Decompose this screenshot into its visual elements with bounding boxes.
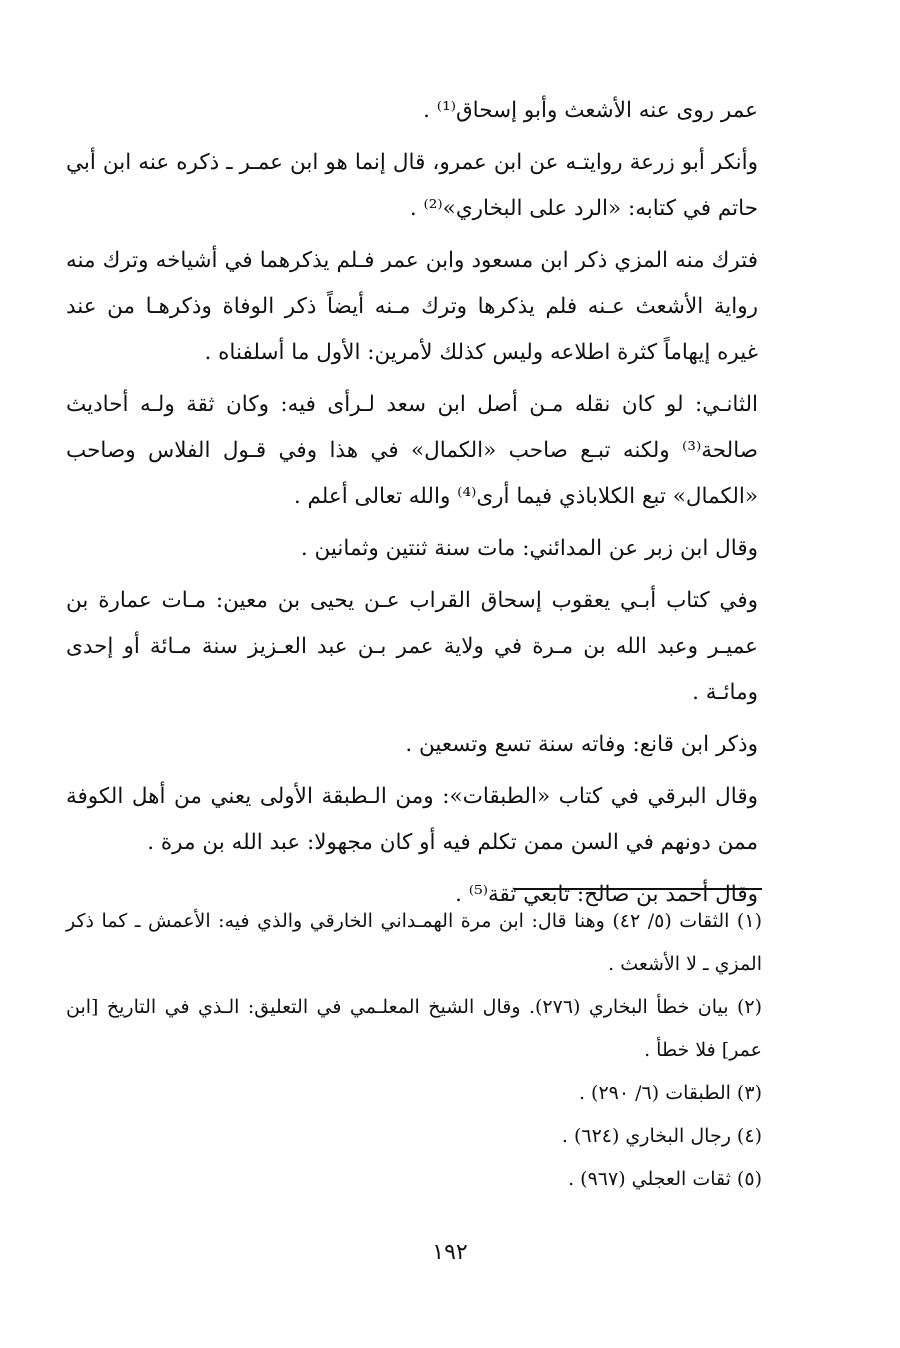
paragraph-1: عمر روى عنه الأشعث وأبو إسحاق⁽¹⁾ . xyxy=(423,98,758,123)
footnote-2: (٢) بيان خطأ البخاري (٢٧٦). وقال الشيخ المعلـمي في التعليق: الـذي في التاريخ [ابن عمر] فلا خطأ . xyxy=(66,996,762,1061)
main-text xyxy=(66,88,758,924)
footnote-4: (٤) رجال البخاري (٦٢٤) . xyxy=(561,1125,762,1147)
paragraph-4: الثانـي: لو كان نقله مـن أصل ابن سعد لـرأى فيه: وكان ثقة ولـه أحاديث صالحة⁽³⁾ ولكنه تبـع صاحب «الكمال» في هذا وفي قـول الفلاس وصاحب «الكمال» تبع الكلاباذي فيما أرى⁽⁴⁾ والله تعالى أعلم . xyxy=(66,392,758,509)
paragraph-9: وقال أحمد بن صالح: تابعي ثقة⁽⁵⁾ . xyxy=(455,882,758,907)
paragraph-6: وفي كتاب أبـي يعقوب إسحاق القراب عـن يحيى بن معين: مـات عمارة بن عميـر وعبد الله بن مـرة في ولاية عمر بـن عبد العـزيز سنة مـائة أو إحدى ومائـة . xyxy=(66,588,758,705)
paragraph-3: فترك منه المزي ذكر ابن مسعود وابن عمر فـلم يذكرهما في أشياخه وترك منه رواية الأشعث عـنه فلم يذكرها وترك مـنه أيضاً ذكر الوفاة وذكرهـا من عند غيره إيهاماً كثرة اطلاعه وليس كذلك لأمرين: الأول ما أسلفناه . xyxy=(66,248,758,365)
page-number: ١٩٢ xyxy=(432,1240,468,1265)
footnote-5: (٥) ثقات العجلي (٩٦٧) . xyxy=(568,1168,762,1190)
paragraph-2: وأنكر أبو زرعة روايتـه عن ابن عمرو، قال إنما هو ابن عمـر ـ ذكره عنه ابن أبي حاتم في كتابه: «الرد على البخاري»⁽²⁾ . xyxy=(66,150,758,221)
footnote-divider xyxy=(514,888,762,890)
footnote-3: (٣) الطبقات (٦/ ٢٩٠) . xyxy=(578,1082,762,1104)
footnote-1: (١) الثقات (٥/ ٤٢) وهنا قال: ابن مرة الهمـداني الخارقي والذي فيه: الأعمش ـ كما ذكر المزي ـ لا الأشعث . xyxy=(66,910,762,975)
paragraph-8: وقال البرقي في كتاب «الطبقات»: ومن الـطبقة الأولى يعني من أهل الكوفة ممن دونهم في السن ممن تكلم فيه أو كان مجهولا: عبد الله بن مرة . xyxy=(66,784,758,855)
footnotes xyxy=(66,900,762,1201)
paragraph-7: وذكر ابن قانع: وفاته سنة تسع وتسعين . xyxy=(405,732,758,757)
paragraph-5: وقال ابن زبر عن المدائني: مات سنة ثنتين وثمانين . xyxy=(300,536,758,561)
